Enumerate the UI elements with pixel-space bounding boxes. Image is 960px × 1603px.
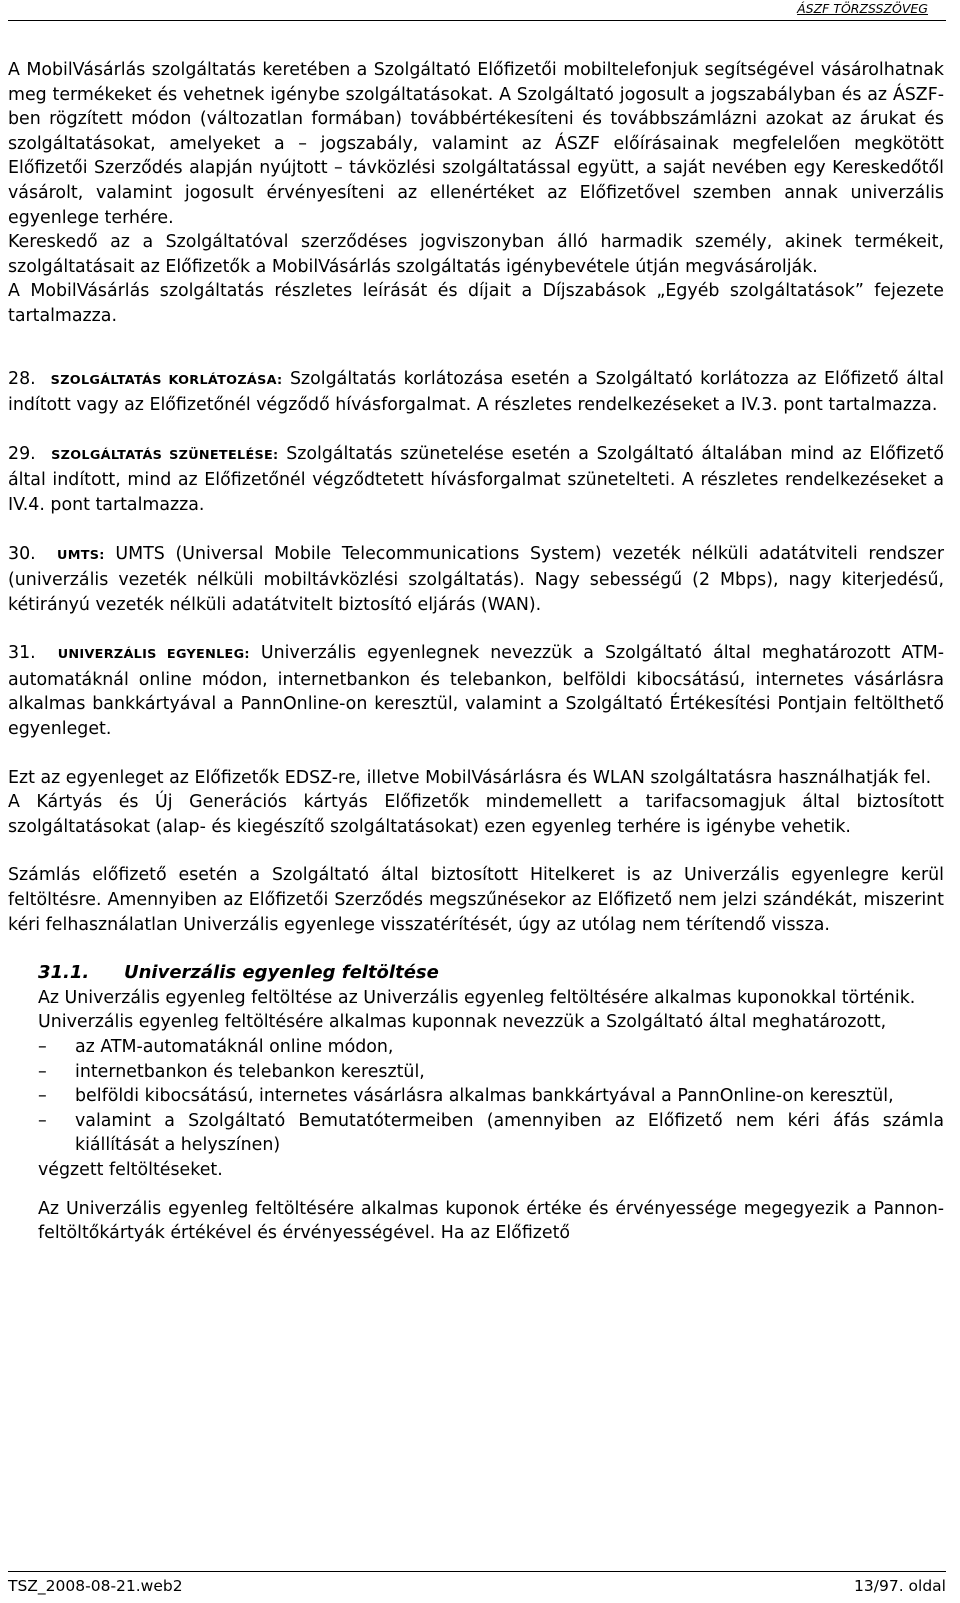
definition-term: SZOLGÁLTATÁS SZÜNETELÉSE:	[51, 447, 279, 463]
definition-number: 30.	[8, 543, 36, 564]
intro-paragraph-3: A MobilVásárlás szolgáltatás részletes leírását és díjait a Díjszabások „Egyéb szolgáltatások” fejezete tartalmazza.	[8, 281, 944, 326]
dash-bullet: –	[38, 1037, 47, 1057]
page-number: 13/97. oldal	[854, 1577, 946, 1595]
section-title: Univerzális egyenleg feltöltése	[124, 962, 439, 984]
section-heading	[38, 961, 944, 986]
dash-bullet: –	[38, 1110, 47, 1131]
page-header	[8, 0, 946, 21]
section-paragraph-2: Univerzális egyenleg feltöltésére alkalmas kuponnak nevezzük a Szolgáltató által meghatározott,	[38, 1012, 887, 1033]
document-body	[8, 58, 944, 1246]
section-31-1	[38, 961, 944, 1246]
section-paragraph-4: Az Univerzális egyenleg feltöltésére alkalmas kuponok értéke és érvényessége megegyezik a Pannon-feltöltőkártyák értékével és érvényességével. Ha az Előfizető	[38, 1198, 944, 1244]
definition-term: UNIVERZÁLIS EGYENLEG:	[57, 647, 250, 663]
definition-28	[8, 367, 944, 418]
list-item: – belföldi kibocsátású, internetes vásárlásra alkalmas bankkártyával a PannOnline-on keresztül,	[38, 1084, 944, 1109]
section-paragraph-1: Az Univerzális egyenleg feltöltése az Univerzális egyenleg feltöltésére alkalmas kuponokkal történik.	[38, 987, 916, 1008]
definition-31	[8, 641, 944, 741]
definition-text: UMTS (Universal Mobile Telecommunications System) vezeték nélküli adatátviteli rendszer (univerzális vezeték nélküli mobiltávközlési szolgáltatás). Nagy sebességű (2 Mbps), nagy kiterjedésű, kétirányú vezeték nélküli adatátvitelt biztosító eljárás (WAN).	[8, 543, 944, 615]
definition-term: UMTS:	[57, 547, 105, 563]
balance-usage-paragraph: Ezt az egyenleget az Előfizetők EDSZ-re, illetve MobilVásárlásra és WLAN szolgáltatásra használhatják fel.	[8, 767, 932, 788]
definition-text: Univerzális egyenlegnek nevezzük a Szolgáltató által meghatározott ATM-automatáknál online módon, internetbankon és telebankon, belföldi kibocsátású, internetes vásárlásra alkalmas bankkártyával a PannOnline-on keresztül, valamint a Szolgáltató Értékesítési Pontjain feltölthető egyenleget.	[8, 643, 944, 740]
section-number: 31.1.	[38, 962, 90, 984]
list-item: – valamint a Szolgáltató Bemutatótermeiben (amennyiben az Előfizető nem kéri áfás számla kiállítását a helyszínen)	[38, 1110, 944, 1156]
definition-number: 29.	[8, 443, 36, 464]
definition-text: Szolgáltatás szünetelése esetén a Szolgáltató általában mind az Előfizető által indított, mind az Előfizetőnél végződtetett hívásforgalmat szünetelteti. A részletes rendelkezéseket a IV.4. pont tartalmazza.	[8, 443, 945, 515]
section-paragraph-3: végzett feltöltéseket.	[38, 1159, 223, 1180]
definition-30	[8, 542, 944, 618]
dash-bullet: –	[38, 1061, 47, 1082]
definition-term: SZOLGÁLTATÁS KORLÁTOZÁSA:	[50, 372, 283, 388]
intro-paragraph-2: Kereskedő az a Szolgáltatóval szerződéses jogviszonyban álló harmadik személy, akinek termékeit, szolgáltatásait az Előfizetők a MobilVásárlás szolgáltatás igénybevétele útján megvásárolják.	[8, 232, 944, 277]
definition-number: 31.	[8, 643, 36, 664]
prepaid-paragraph: A Kártyás és Új Generációs kártyás Előfizetők mindemellett a tarifacsomagjuk által biztosított szolgáltatásokat (alap- és kiegészítő szolgáltatásokat) ezen egyenleg terhére is igénybe vehetik.	[8, 792, 944, 837]
document-id: TSZ_2008-08-21.web2	[8, 1577, 183, 1595]
header-title: ÁSZF TÖRZSSZÖVEG	[797, 1, 928, 16]
list-item: – az ATM-automatáknál online módon,	[38, 1035, 944, 1060]
definition-29	[8, 442, 944, 518]
dash-bullet: –	[38, 1086, 47, 1107]
topup-method-list	[38, 1035, 944, 1158]
list-item: – internetbankon és telebankon keresztül,	[38, 1060, 944, 1085]
definition-number: 28.	[8, 368, 36, 389]
intro-paragraph-1: A MobilVásárlás szolgáltatás keretében a Szolgáltató Előfizetői mobiltelefonjuk segítségével vásárolhatnak meg termékeket és vehetnek igénybe szolgáltatásokat. A Szolgáltató jogosult a jogszabályban és az ÁSZF-ben rögzített módon (változatlan formában) továbbértékesíteni és továbbszámlázni azokat az árukat és szolgáltatásokat, amelyeket a – jogszabály, valamint az ÁSZF előírásainak megfelelően megkötött Előfizetői Szerződés alapján nyújtott – távközlési szolgáltatással együtt, a saját nevében egy Kereskedőtől vásárolt, valamint jogosult érvényesíteni az ellenértéket az Előfizetővel szemben annak univerzális egyenlege terhére.	[8, 60, 944, 228]
postpaid-paragraph: Számlás előfizető esetén a Szolgáltató által biztosított Hitelkeret is az Univerzális egyenlegre kerül feltöltésre. Amennyiben az Előfizetői Szerződés megszűnésekor az Előfizető nem jelzi szándékát, miszerint kéri felhasználatlan Univerzális egyenlege visszatérítését, úgy az utólag nem térítendő vissza.	[8, 865, 944, 935]
page-footer	[8, 1571, 946, 1600]
definition-text: Szolgáltatás korlátozása esetén a Szolgáltató korlátozza az Előfizető által indított vagy az Előfizetőnél végződő hívásforgalmat. A részletes rendelkezéseket a IV.3. pont tartalmazza.	[8, 368, 944, 416]
